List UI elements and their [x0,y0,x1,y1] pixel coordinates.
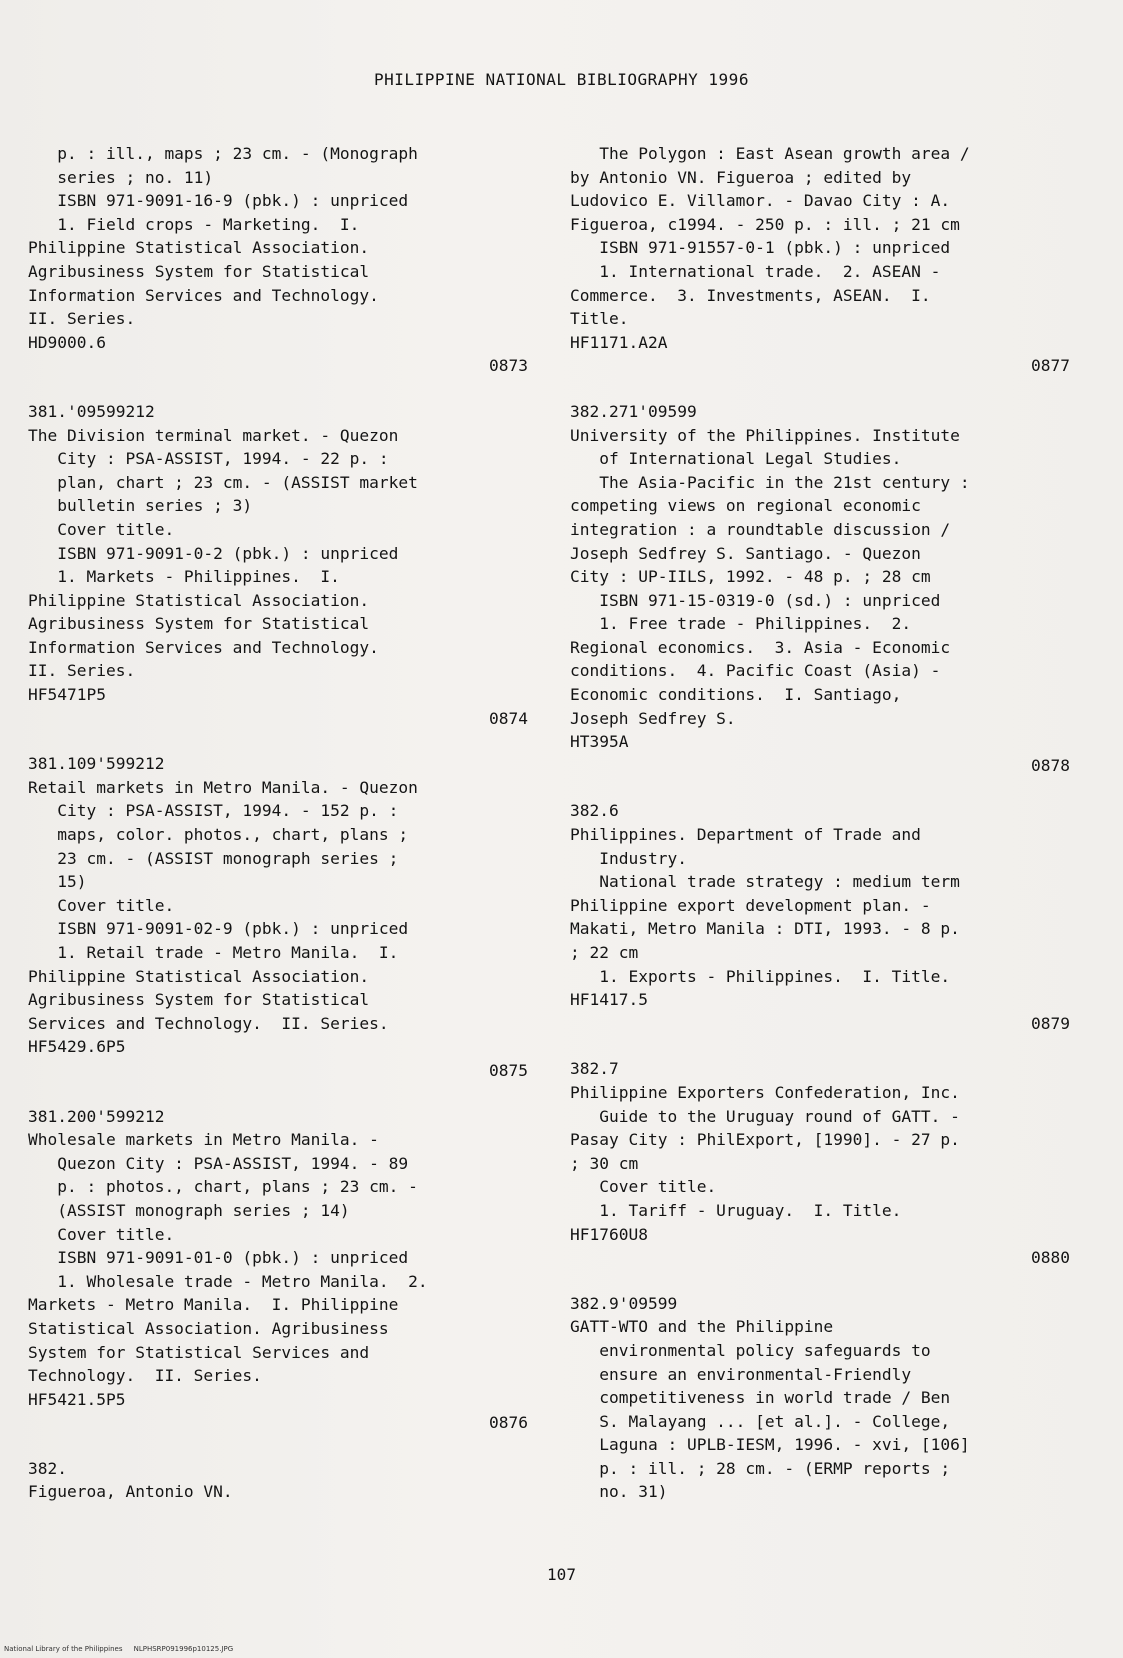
entry-line: Philippine Statistical Association. [28,966,370,986]
catalog-entry [28,400,528,752]
entry-line: no. 31) [570,1482,668,1502]
left-column [28,142,528,1504]
entry-line: ISBN 971-9091-16-9 (pbk.) : unpriced [28,191,409,211]
entry-line: 381.109'599212 [28,754,165,774]
entry-line: National trade strategy : medium term [570,872,960,892]
entry-line: Philippine export development plan. - [570,895,931,915]
entry-line: Economic conditions. I. Santiago, [570,685,902,705]
catalog-entry [28,1457,528,1504]
entry-line: integration : a roundtable discussion / [570,519,951,539]
entry-line: Markets - Metro Manila. I. Philippine [28,1295,399,1315]
entry-line: 381.200'599212 [28,1106,165,1126]
entry-line: 382.7 [570,1059,619,1079]
entry-line: ; 30 cm [570,1153,639,1173]
page-number: 107 [547,1565,576,1584]
entry-line: 1. Wholesale trade - Metro Manila. 2. [28,1271,428,1291]
entry-line: HF1760U8 [570,1224,648,1244]
entry-line: 1. Field crops - Marketing. I. [28,214,360,234]
entry-line: Information Services and Technology. [28,637,379,657]
entry-line: Joseph Sedfrey S. [570,708,736,728]
control-number: 0875 [489,1060,528,1080]
entry-spacer [28,378,528,400]
entry-line: HT395A [570,732,629,752]
entry-line: HF5471P5 [28,685,106,705]
entry-line: ; 22 cm [570,943,639,962]
entry-line: environmental policy safeguards to [570,1340,931,1360]
entry-spacer [570,1270,1070,1292]
entry-line: by Antonio VN. Figueroa ; edited by [570,167,912,187]
control-number: 0876 [489,1413,528,1433]
catalog-entry [570,400,1070,800]
catalog-entry [570,1057,1070,1291]
entry-spacer [28,1435,528,1457]
control-number: 0880 [1031,1248,1070,1268]
entry-line: Technology. II. Series. [28,1366,262,1386]
entry-line: competitiveness in world trade / Ben [570,1388,951,1408]
entry-line: Retail markets in Metro Manila. - Quezon [28,777,418,797]
entry-line: Services and Technology. II. Series. [28,1013,389,1033]
entry-line: Figueroa, c1994. - 250 p. : ill. ; 21 cm [570,214,960,234]
entry-line: ISBN 971-15-0319-0 (sd.) : unpriced [570,590,941,610]
scan-credit: National Library of the Philippines NLPHSRP091996p10125.JPG [4,1645,234,1653]
entry-line: HF5429.6P5 [28,1037,126,1057]
entry-spacer [570,777,1070,799]
entry-line: The Polygon : East Asean growth area / [570,144,970,163]
entry-line: Statistical Association. Agribusiness [28,1318,389,1338]
entry-line: HF1417.5 [570,990,648,1010]
entry-line: Cover title. [28,895,175,915]
entry-line: The Division terminal market. - Quezon [28,425,399,445]
entry-line: HF1171.A2A [570,332,668,352]
entry-line: S. Malayang ... [et al.]. - College, [570,1411,951,1431]
entry-line: series ; no. 11) [28,167,214,187]
entry-line: (ASSIST monograph series ; 14) [28,1200,350,1220]
entry-line: Ludovico E. Villamor. - Davao City : A. [570,191,951,211]
entry-line: p. : ill. ; 28 cm. - (ERMP reports ; [570,1458,951,1478]
entry-line: Cover title. [570,1177,717,1197]
entry-line: 1. Tariff - Uruguay. I. Title. [570,1200,902,1220]
entry-line: University of the Philippines. Institute [570,425,960,445]
entry-line: Information Services and Technology. [28,285,379,305]
entry-line: p. : photos., chart, plans ; 23 cm. - [28,1177,418,1197]
catalog-entry [28,752,528,1104]
entry-line: Industry. [570,848,687,868]
entry-line: System for Statistical Services and [28,1342,370,1362]
entry-line: 1. Retail trade - Metro Manila. I. [28,943,399,962]
right-column [570,142,1070,1504]
entry-line: conditions. 4. Pacific Coast (Asia) - [570,661,941,681]
control-number: 0877 [1031,356,1070,376]
entry-line: competing views on regional economic [570,496,921,516]
entry-line: 382.271'09599 [570,401,697,421]
entry-line: Wholesale markets in Metro Manila. - [28,1130,379,1150]
catalog-entry [28,142,528,400]
entry-line: ISBN 971-9091-02-9 (pbk.) : unpriced [28,919,409,939]
entry-line: City : PSA-ASSIST, 1994. - 152 p. : [28,801,399,821]
entry-line: 382.6 [570,801,619,821]
entry-line: Guide to the Uruguay round of GATT. - [570,1106,960,1126]
page-header: PHILIPPINE NATIONAL BIBLIOGRAPHY 1996 [374,70,749,89]
entry-line: Makati, Metro Manila : DTI, 1993. - 8 p. [570,919,960,939]
entry-line: of International Legal Studies. [570,449,902,469]
entry-line: plan, chart ; 23 cm. - (ASSIST market [28,472,418,492]
entry-line: ISBN 971-91557-0-1 (pbk.) : unpriced [570,238,951,258]
entry-line: City : PSA-ASSIST, 1994. - 22 p. : [28,449,389,469]
entry-line: 1. Free trade - Philippines. 2. [570,614,912,634]
entry-line: 381.'09599212 [28,401,155,421]
entry-line: 1. Markets - Philippines. I. [28,567,340,587]
entry-line: Agribusiness System for Statistical [28,990,370,1010]
entry-spacer [28,730,528,752]
entry-spacer [28,1083,528,1105]
control-number: 0878 [1031,755,1070,775]
entry-line: Figueroa, Antonio VN. [28,1482,233,1502]
entry-line: Philippine Statistical Association. [28,238,370,258]
entry-line: ensure an environmental-Friendly [570,1364,912,1384]
entry-line: Agribusiness System for Statistical [28,614,370,634]
entry-line: Regional economics. 3. Asia - Economic [570,637,951,657]
entry-line: 23 cm. - (ASSIST monograph series ; [28,848,399,868]
entry-line: GATT-WTO and the Philippine [570,1317,834,1337]
entry-line: Title. [570,309,629,329]
entry-line: City : UP-IILS, 1992. - 48 p. ; 28 cm [570,567,931,587]
entry-line: 15) [28,872,87,892]
entry-line: Cover title. [28,1224,175,1244]
catalog-entry [570,799,1070,1057]
entry-line: ISBN 971-9091-0-2 (pbk.) : unpriced [28,543,399,563]
entry-spacer [570,378,1070,400]
entry-line: ISBN 971-9091-01-0 (pbk.) : unpriced [28,1248,409,1268]
entry-line: 1. International trade. 2. ASEAN - [570,261,941,281]
entry-line: 1. Exports - Philippines. I. Title. [570,966,951,986]
entry-line: Philippines. Department of Trade and [570,825,921,845]
entry-line: maps, color. photos., chart, plans ; [28,825,409,845]
entry-line: bulletin series ; 3) [28,496,253,516]
entry-line: The Asia-Pacific in the 21st century : [570,472,970,492]
entry-line: II. Series. [28,309,136,329]
control-number: 0879 [1031,1013,1070,1033]
catalog-entry [28,1105,528,1457]
entry-line: Joseph Sedfrey S. Santiago. - Quezon [570,543,921,563]
entry-line: p. : ill., maps ; 23 cm. - (Monograph [28,144,418,163]
entry-line: Pasay City : PhilExport, [1990]. - 27 p. [570,1130,960,1150]
entry-line: II. Series. [28,661,136,681]
entry-line: Agribusiness System for Statistical [28,261,370,281]
entry-line: Laguna : UPLB-IESM, 1996. - xvi, [106] [570,1435,970,1455]
entry-line: HF5421.5P5 [28,1389,126,1409]
control-number: 0874 [489,708,528,728]
entry-line: Commerce. 3. Investments, ASEAN. I. [570,285,931,305]
entry-line: Philippine Statistical Association. [28,590,370,610]
control-number: 0873 [489,356,528,376]
entry-line: Cover title. [28,519,175,539]
catalog-entry [570,142,1070,400]
entry-line: HD9000.6 [28,332,106,352]
entry-line: 382.9'09599 [570,1293,678,1313]
catalog-entry [570,1292,1070,1504]
entry-line: Philippine Exporters Confederation, Inc. [570,1082,960,1102]
entry-spacer [570,1035,1070,1057]
entry-line: Quezon City : PSA-ASSIST, 1994. - 89 [28,1153,409,1173]
entry-line: 382. [28,1458,67,1478]
